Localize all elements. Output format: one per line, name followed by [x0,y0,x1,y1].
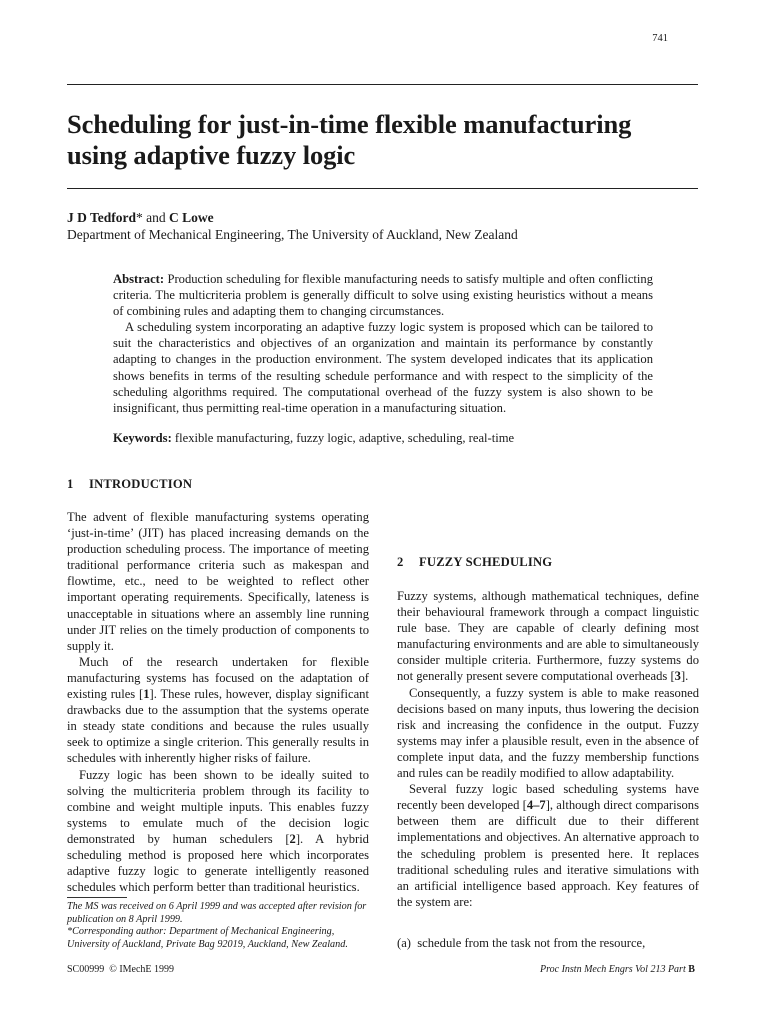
fuzzy-p3-text-a: Several fuzzy logic based scheduling systems have recently been developed [ [397,782,699,813]
header-rule [67,84,698,85]
abstract-paragraph-1 [113,271,653,319]
title-line-2: using adaptive fuzzy logic [67,140,356,170]
section-1-number: 1 [67,477,74,491]
fuzzy-paragraph-2: Consequently, a fuzzy system is able to make reasoned decisions based on many inputs, thus lowering the decision risk and increasing the confidence in the output. Fuzzy systems may infer a plausible result, even in the absence of complete input data, and the fuzzy membership functions and rules can be readily modified to allow adaptability. [397,685,699,781]
footer-copyright: SC00999 © IMechE 1999 [67,964,175,975]
intro-p3-text-a: Fuzzy logic has been shown to be ideally suited to solving the multicriteria problem through its facility to combine and weight multiple inputs. This enables fuzzy systems to emulate much of the decision logic demonstrated by human schedulers [ [67,767,369,846]
footer-journal-part: B [688,964,695,975]
footer-journal [540,964,695,975]
author-and: and [142,210,170,225]
left-column [67,476,369,895]
fuzzy-p1-text-b: ]. [680,669,689,684]
section-1-title: INTRODUCTION [89,477,193,491]
intro-paragraph-1: The advent of flexible manufacturing systems operating ‘just-in-time’ (JIT) has placed increasing demands on the production scheduling process. The importance of meeting traditional performance criteria such as makespan and flowtime, etc., need to be weighted to reflect other important operating requirements. Specifically, lateness is unacceptable in situations where an assembly line running under JIT relies on the timely production of components to supply it. [67,510,369,653]
intro-p3-text-b: ]. A hybrid scheduling method is proposed here which incorporates adaptive fuzzy logic to generate intelligently reasoned schedules which perform better than traditional heuristics. [67,831,369,895]
footer-journal-text: Proc Instn Mech Engrs Vol 213 Part [540,964,689,975]
citation-4-7: 4–7 [526,798,546,813]
footnote-corresponding: *Corresponding author: Department of Mechanical Engineering, University of Auckland, Private Bag 92019, Auckland, New Zealand. [67,926,348,950]
fuzzy-p3-text-b: ], although direct comparisons between them are difficult due to their different implementations and objectives. An alternative approach to the scheduling problem is presented here. It replaces traditional scheduling rules and iterative simulations with an artificial intelligence based approach. Key features of the system are: [397,798,699,909]
section-2-number: 2 [397,555,404,569]
intro-p2-text-a: Much of the research undertaken for flexible manufacturing systems has focused on the adaptation of existing rules [ [67,654,369,702]
section-2-title: FUZZY SCHEDULING [419,555,553,569]
keywords-label: Keywords: [113,431,172,445]
section-2-heading [397,554,699,570]
title-rule [67,188,698,189]
section-1-heading [67,476,369,492]
intro-p2-text-b: ]. These rules, however, display significant drawbacks due to the assumption that the systems operate in steady state conditions and because the rules usually seek to optimize a single criterion. This generally results in schedules with inherently higher risks of failure. [67,687,369,766]
citation-3: 3 [674,669,681,684]
author-mark: * [136,210,143,225]
feature-list-item-a: (a) schedule from the task not from the resource, [397,936,646,950]
abstract [113,271,653,416]
footnote-received: The MS was received on 6 April 1999 and was accepted after revision for publication on 8 April 1999. [67,901,367,925]
title-line-1: Scheduling for just-in-time flexible manufacturing [67,109,632,139]
fuzzy-paragraph-3 [397,781,699,910]
fuzzy-paragraph-1 [397,588,699,685]
abstract-paragraph-2: A scheduling system incorporating an adaptive fuzzy logic system is proposed which can be tailored to suit the characteristics and objectives of an organization and maintain its performance by constantly adapting to changes in the production environment. The system developed indicates that its application shows benefits in terms of the resulting schedule performance and with respect to the simplicity of the scheduling algorithms required. The computational overhead of the fuzzy system is also shown to be insignificant, thus permitting real-time operation in a manufacturing situation. [113,320,653,415]
citation-1: 1 [143,687,150,702]
fuzzy-p1-text-a: Fuzzy systems, although mathematical techniques, define their behavioural framework through a compact linguistic rule base. They are capable of clearly defining most manufacturing environments and are able to simultaneously consider multiple criteria. Furthermore, fuzzy systems do not generally present severe computational overheads [ [397,589,699,684]
page-number: 741 [652,33,668,44]
abstract-label: Abstract: [113,272,165,286]
author-1: J D Tedford [67,210,137,225]
footnotes [67,901,369,951]
right-column [397,528,699,910]
footnote-rule [67,897,127,898]
author-2: C Lowe [169,210,214,225]
keywords-text: flexible manufacturing, fuzzy logic, adaptive, scheduling, real-time [171,431,515,445]
affiliation: Department of Mechanical Engineering, The University of Auckland, New Zealand [67,227,518,242]
intro-paragraph-2 [67,654,369,767]
paper-title [67,109,698,171]
author-line [67,209,214,226]
keywords [113,430,653,446]
intro-paragraph-3 [67,767,369,896]
abstract-text-1: Production scheduling for flexible manufacturing needs to satisfy multiple and often conflicting criteria. The multicriteria problem is generally difficult to solve using existing heuristics without a means of combining rules and adapting them to changing circumstances. [113,272,653,319]
citation-2: 2 [289,831,296,846]
